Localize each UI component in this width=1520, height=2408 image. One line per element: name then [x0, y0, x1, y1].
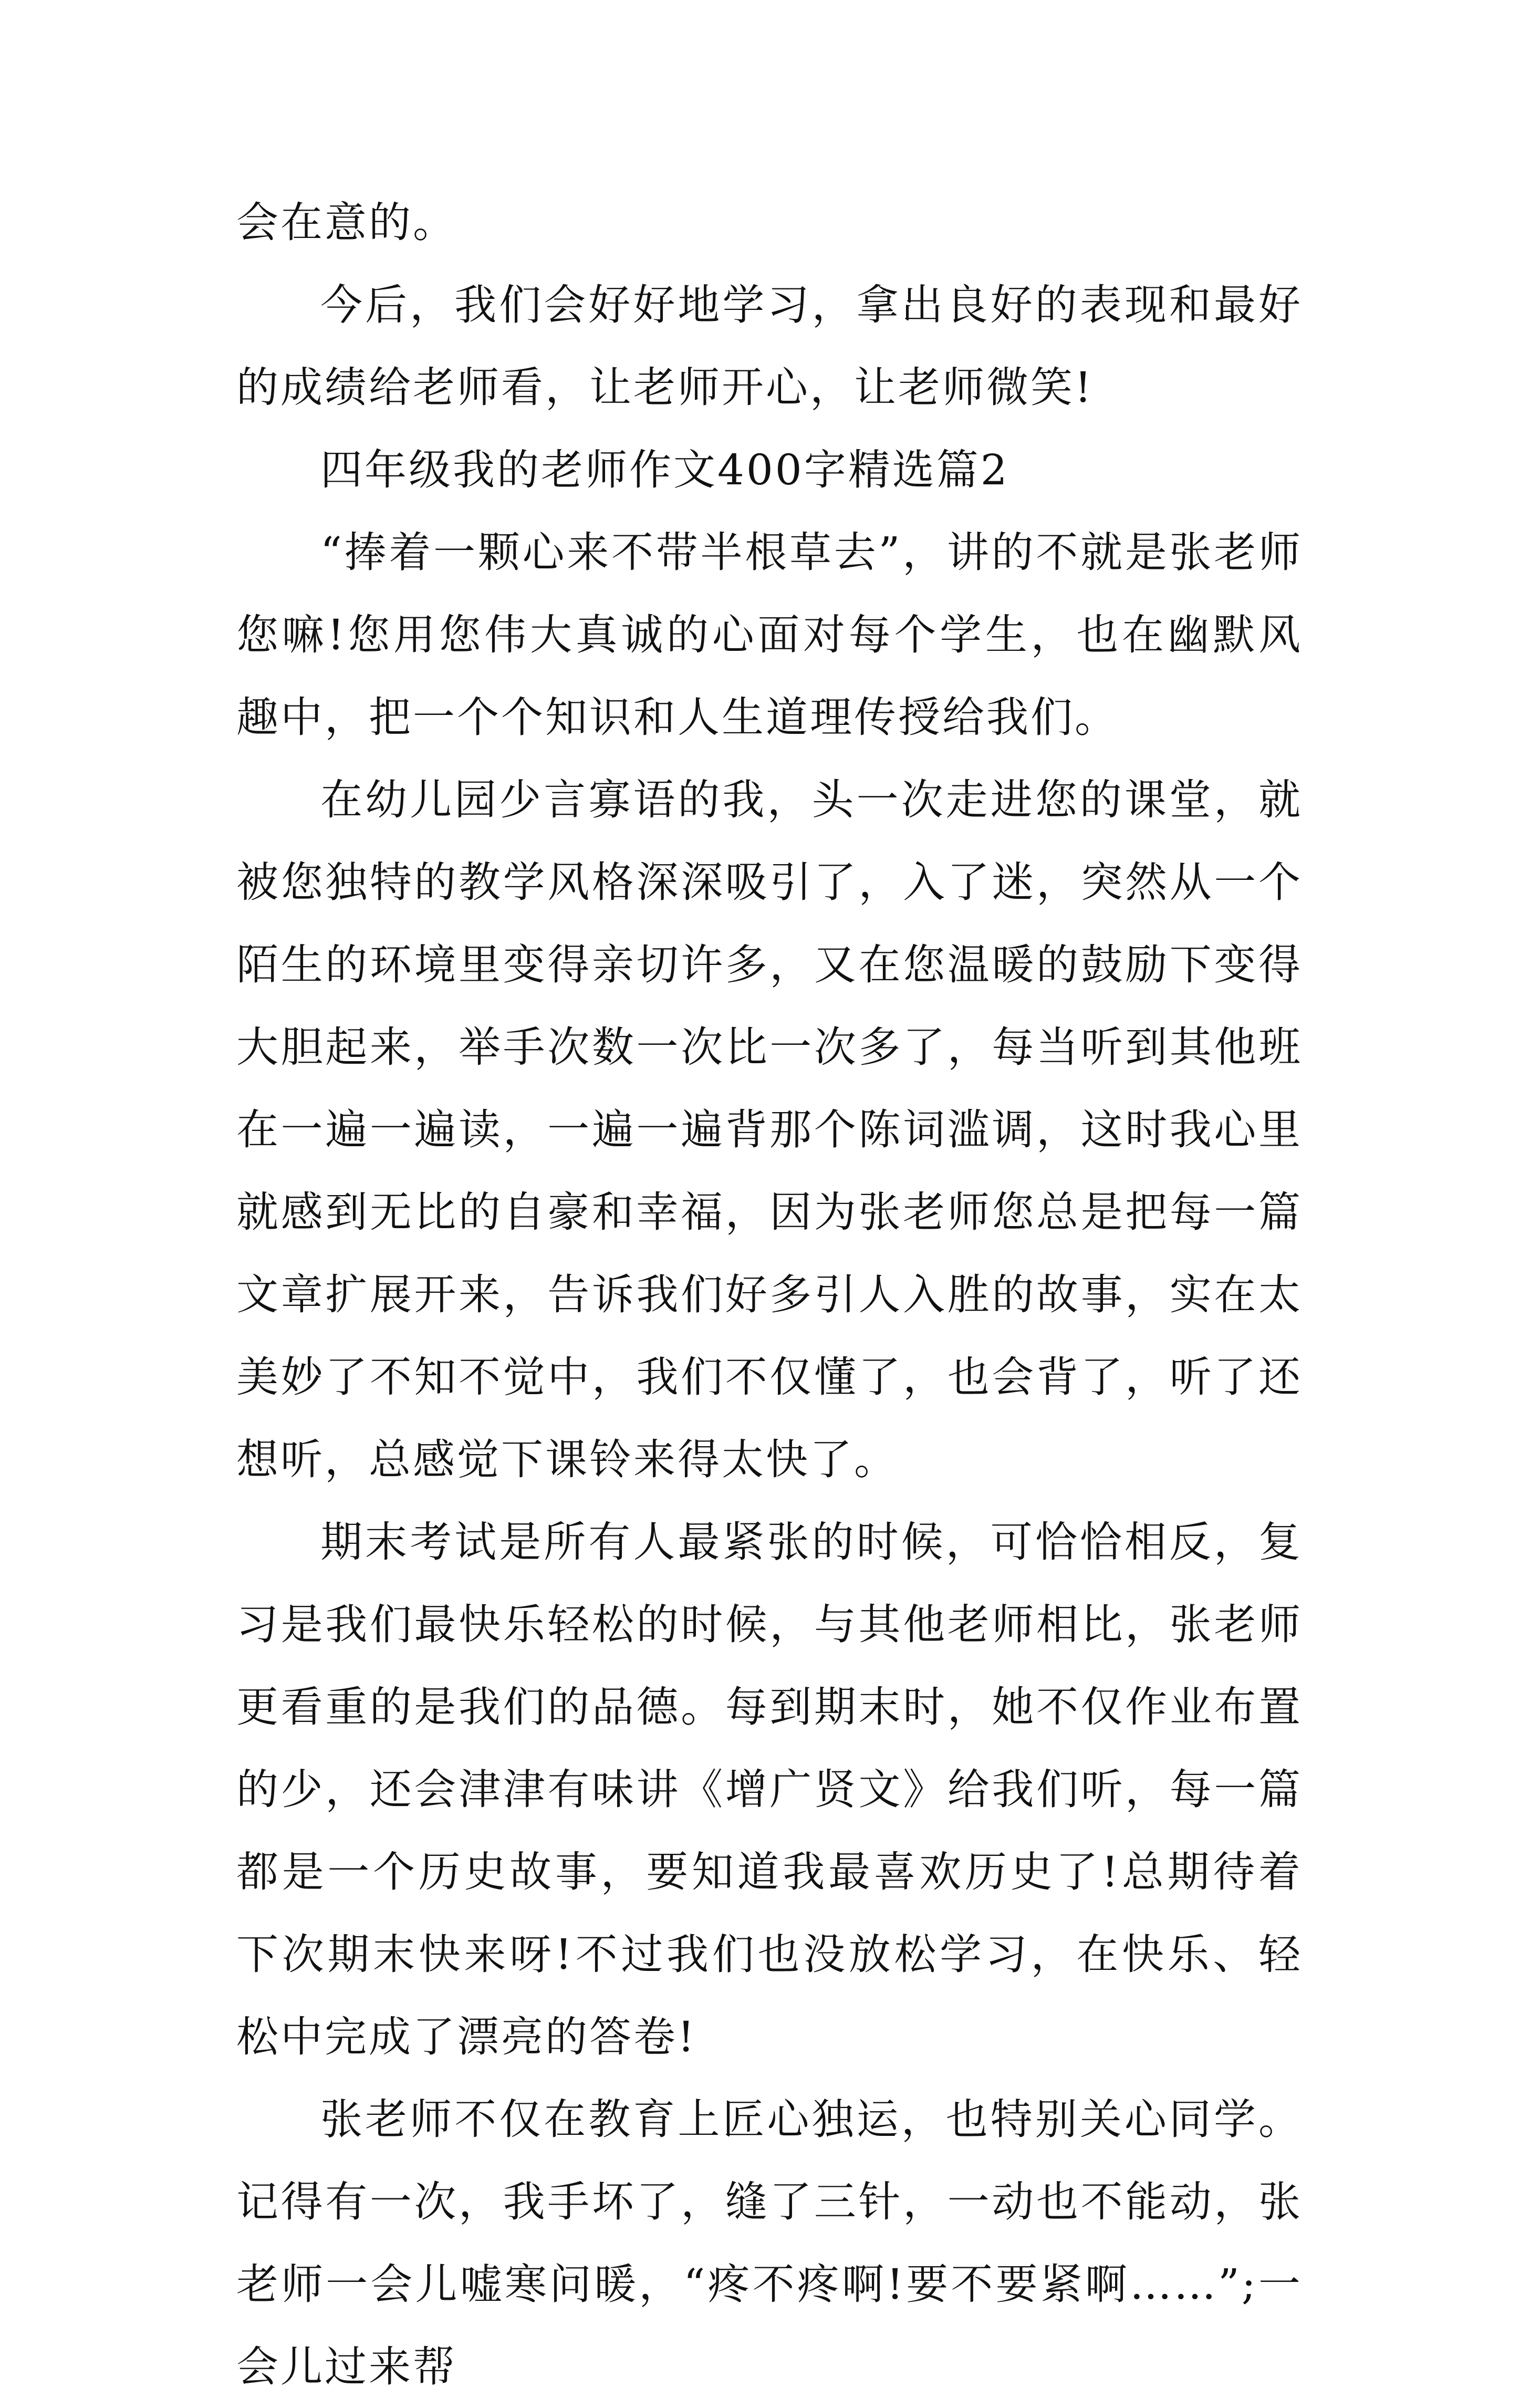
paragraph: 在幼儿园少言寡语的我，头一次走进您的课堂，就被您独特的教学风格深深吸引了，入了迷，突然从一个陌生的环境里变得亲切许多，又在您温暖的鼓励下变得大胆起来，举手次数一次比一次多了，每当听到其他班在一遍一遍读，一遍一遍背那个陈词滥调，这时我心里就感到无比的自豪和幸福，因为张老师您总是把每一篇文章扩展开来，告诉我们好多引人入胜的故事，实在太美妙了不知不觉中，我们不仅懂了，也会背了，听了还想听，总感觉下课铃来得太快了。 [236, 775, 1303, 1484]
paragraph: 今后，我们会好好地学习，拿出良好的表现和最好的成绩给老师看，让老师开心，让老师微笑! [236, 281, 1303, 412]
paragraph: 期末考试是所有人最紧张的时候，可恰恰相反，复习是我们最快乐轻松的时候，与其他老师相比，张老师更看重的是我们的品德。每到期末时，她不仅作业布置的少，还会津津有味讲《增广贤文》给我们听，每一篇都是一个历史故事，要知道我最喜欢历史了!总期待着下次期末快来呀!不过我们也没放松学习，在快乐、轻松中完成了漂亮的答卷! [236, 1518, 1303, 2061]
paragraph: “捧着一颗心来不带半根草去”，讲的不就是张老师您嘛!您用您伟大真诚的心面对每个学生，也在幽默风趣中，把一个个知识和人生道理传授给我们。 [236, 528, 1303, 742]
section-title: 四年级我的老师作文400字精选篇2 [320, 445, 1009, 494]
paragraph-continuation: 会在意的。 [236, 198, 457, 247]
paragraph: 张老师不仅在教育上匠心独运，也特别关心同学。记得有一次，我手坏了，缝了三针，一动也不能动，张老师一会儿嘘寒问暖，“疼不疼啊!要不要紧啊……”;一会儿过来帮 [236, 2095, 1303, 2391]
document-body [236, 181, 1303, 2408]
